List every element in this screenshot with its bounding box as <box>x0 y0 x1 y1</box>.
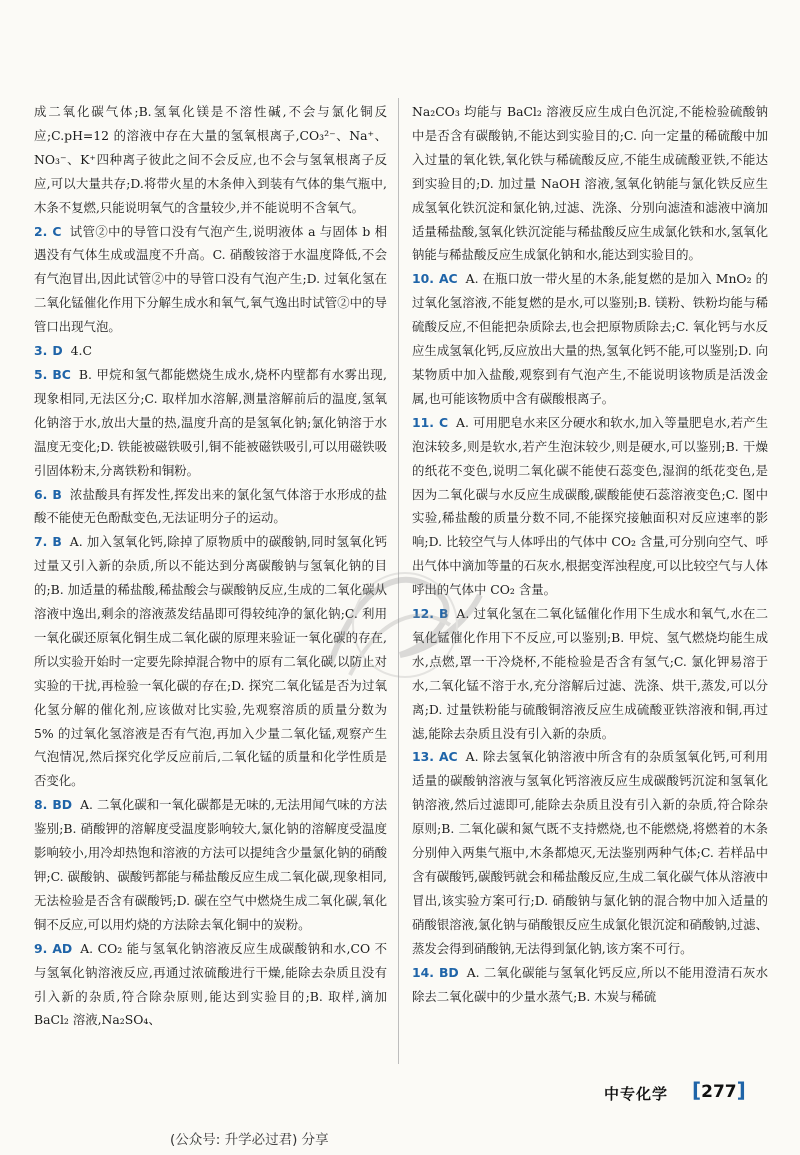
answer-entry <box>412 602 768 745</box>
question-number: 3. <box>34 343 48 359</box>
explanation-text: A. 加入氢氧化钙,除掉了原物质中的碳酸钠,同时氢氧化钙过量又引入新的杂质,所以不能达到分离碳酸钠与氢氧化钠的目的;B. 加适量的稀盐酸,稀盐酸会与碳酸钠反应,生成的二氧化碳从溶液中逸出,剩余的溶液蒸发结晶即可得较纯净的氯化钠;C. 利用一氧化碳还原氧化铜生成二氧化碳的原理来验证一氧化碳的存在,所以实验开始时一定要先除掉混合物中的原有二氧化碳,以防止对实验的干扰,再检验一氧化碳的存在;D. 探究二氧化锰是否为过氧化氢分解的催化剂,应该做对比实验,先观察溶质的质量分数为 5% 的过氧化氢溶液是否有气泡,再加入少量二氧化锰,观察产生气泡情况,然后探究化学反应前后,二氧化锰的质量和化学性质是否变化。 <box>34 534 387 789</box>
answer-choice: C <box>438 414 449 430</box>
question-number: 2. <box>34 223 48 239</box>
answer-choice: BD <box>438 964 459 980</box>
question-number: 11. <box>412 414 434 430</box>
question-number: 13. <box>412 749 434 765</box>
question-number: 12. <box>412 606 434 622</box>
column-divider <box>398 98 399 1064</box>
page-number: 277 <box>701 1082 737 1102</box>
explanation-text: A. 可用肥皂水来区分硬水和软水,加入等量肥皂水,若产生泡沫较多,则是软水,若产生泡沫较少,则是硬水,可以鉴别;B. 干燥的纸花不变色,说明二氧化碳不能使石蕊变色,湿润的纸花变色,是因为二氧化碳与水反应生成碳酸,碳酸能使石蕊溶液变色;C. 图中实验,稀盐酸的质量分数不同,不能探究接触面积对反应速率的影响;D. 比较空气与人体呼出的气体中 CO₂ 含量,可分别向空气、呼出气体中滴加等量的石灰水,根据变浑浊程度,可以比较空气与人体呼出的气体中 CO₂ 含量。 <box>412 414 768 598</box>
page-bracket-close: ] <box>736 1078 746 1102</box>
answer-entry <box>34 793 387 936</box>
explanation-text: A. CO₂ 能与氢氧化钠溶液反应生成碳酸钠和水,CO 不与氢氧化钠溶液反应,再通过浓硫酸进行干燥,能除去杂质且没有引入新的杂质,符合除杂原则,能达到实验目的;B. 取样,滴加 BaCl₂ 溶液,Na₂SO₄、 <box>34 940 387 1028</box>
explanation-text: A. 在瓶口放一带火星的木条,能复燃的是加入 MnO₂ 的过氧化氢溶液,不能复燃的是水,可以鉴别;B. 镁粉、铁粉均能与稀硫酸反应,不但能把杂质除去,也会把原物质除去;C. 氧化钙与水反应生成氢氧化钙,反应放出大量的热,氢氧化钙不能,可以鉴别;D. 向某物质中加入盐酸,观察到有气泡产生,不能说明该物质是活泼金属,也可能该物质中含有碳酸根离子。 <box>412 271 768 406</box>
continuation-text: 成二氧化碳气体;B.氢氧化镁是不溶性碱,不会与氯化铜反应;C.pH=12 的溶液中存在大量的氢氧根离子,CO₃²⁻、Na⁺、NO₃⁻、K⁺四种离子彼此之间不会反应,也不会与氢氧根离子反应,可以大量共存;D.将带火星的木条伸入到装有气体的集气瓶中,木条不复燃,只能说明氧气的含量较少,并不能说明不含氧气。 <box>34 104 387 215</box>
question-number: 8. <box>34 797 48 813</box>
explanation-text: A. 二氧化碳能与氢氧化钙反应,所以不能用澄清石灰水除去二氧化碳中的少量水蒸气;B. 木炭与稀硫 <box>412 964 768 1004</box>
explanation-text: 试管②中的导管口没有气泡产生,说明液体 a 与固体 b 相遇没有气体生成或温度不升高。C. 硝酸铵溶于水温度降低,不会有气泡冒出,因此试管②中的导管口没有气泡产生;D. 过氧化氢在二氧化锰催化作用下分解生成水和氧气,氧气逸出时试管②中的导管口出现气泡。 <box>34 223 387 335</box>
answer-entry <box>34 483 387 531</box>
question-number: 6. <box>34 486 48 502</box>
answer-entry <box>34 937 387 1033</box>
explanation-text: A. 除去氢氧化钠溶液中所含有的杂质氢氧化钙,可利用适量的碳酸钠溶液与氢氧化钙溶液反应生成碳酸钙沉淀和氢氧化钠溶液,然后过滤即可,能除去杂质且没有引入新的杂质,符合除杂原则;B. 二氧化碳和氮气既不支持燃烧,也不能燃烧,将燃着的木条分别伸入两集气瓶中,木条都熄灭,无法鉴别两种气体;C. 若样品中含有碳酸钙,碳酸钙就会和稀盐酸反应,生成二氧化碳气体从溶液中冒出,该实验方案可行;D. 硝酸钠与氯化钠的混合物中加入适量的硝酸银溶液,氯化钠与硝酸银反应生成氯化银沉淀和硝酸钠,过滤、蒸发会得到硝酸钠,无法得到氯化钠,该方案不可行。 <box>412 749 768 956</box>
answer-choice: B <box>52 534 62 550</box>
page-number-box <box>692 1078 746 1102</box>
answer-choice: B <box>52 486 62 502</box>
answer-choice: BC <box>52 366 71 382</box>
right-continuation <box>412 100 768 267</box>
right-entries <box>412 267 768 1008</box>
answer-choice: AD <box>52 940 73 956</box>
answer-choice: BD <box>52 797 73 813</box>
page-bracket-open: [ <box>692 1078 702 1102</box>
left-continuation <box>34 100 387 220</box>
explanation-text: A. 二氧化碳和一氧化碳都是无味的,无法用闻气味的方法鉴别;B. 硝酸钾的溶解度受温度影响较大,氯化钠的溶解度受温度影响较小,用冷却热饱和溶液的方法可以提纯含少量氯化钠的硝酸钾;C. 碳酸钠、碳酸钙都能与稀盐酸反应生成二氧化碳,现象相同,无法检验是否含有碳酸钙;D. 碳在空气中燃烧生成二氧化碳,氧化铜不反应,可以用灼烧的方法除去氧化铜中的炭粉。 <box>34 797 387 932</box>
explanation-text: 4.C <box>70 343 92 359</box>
question-number: 5. <box>34 366 48 382</box>
answer-choice: B <box>438 606 449 622</box>
continuation-text: Na₂CO₃ 均能与 BaCl₂ 溶液反应生成白色沉淀,不能检验硫酸钠中是否含有碳酸钠,不能达到实验目的;C. 向一定量的稀硫酸中加入过量的氧化铁,氧化铁与稀硫酸反应,不能生成硫酸亚铁,不能达到实验目的;D. 加过量 NaOH 溶液,氢氧化钠能与氯化铁反应生成氢氧化铁沉淀和氯化钠,过滤、洗涤、分别向滤渣和滤液中滴加适量稀盐酸,氢氧化铁沉淀能与稀盐酸反应生成氯化铁和水,氢氧化钠能与稀盐酸反应生成氯化钠和水,能达到实验目的。 <box>412 104 768 263</box>
explanation-text: 浓盐酸具有挥发性,挥发出来的氯化氢气体溶于水形成的盐酸不能使无色酚酞变色,无法证明分子的运动。 <box>34 486 387 526</box>
footer-credit: (公众号: 升学必过君) 分享 <box>170 1132 329 1148</box>
answer-entry <box>34 530 387 793</box>
answer-choice: AC <box>438 749 458 765</box>
answer-entry <box>412 745 768 960</box>
answer-entry <box>34 363 387 483</box>
question-number: 7. <box>34 534 48 550</box>
answer-entry <box>412 961 768 1009</box>
question-number: 10. <box>412 271 434 287</box>
left-column <box>34 100 387 1032</box>
answer-choice: C <box>52 223 62 239</box>
answer-choice: AC <box>438 271 458 287</box>
question-number: 14. <box>412 964 434 980</box>
explanation-text: B. 甲烷和氢气都能燃烧生成水,烧杯内壁都有水雾出现,现象相同,无法区分;C. 取样加水溶解,测量溶解前后的温度,氢氧化钠溶于水,放出大量的热,温度升高的是氢氧化钠;氯化钠溶于水温度无变化;D. 铁能被磁铁吸引,铜不能被磁铁吸引,可以用磁铁吸引固体粉末,分离铁粉和铜粉。 <box>34 366 387 478</box>
right-column <box>412 100 768 1008</box>
question-number: 9. <box>34 940 48 956</box>
answer-entry <box>34 220 387 340</box>
answer-entry <box>34 339 387 363</box>
answer-entry <box>412 411 768 602</box>
answer-choice: D <box>52 343 63 359</box>
left-entries <box>34 220 387 1033</box>
explanation-text: A. 过氧化氢在二氧化锰催化作用下生成水和氧气,水在二氧化锰催化作用下不反应,可以鉴别;B. 甲烷、氢气燃烧均能生成水,点燃,罩一干冷烧杯,不能检验是否含有氢气;C. 氯化钾易溶于水,二氧化锰不溶于水,充分溶解后过滤、洗涤、烘干,蒸发,可以分离;D. 过量铁粉能与硫酸铜溶液反应生成硫酸亚铁溶液和铜,再过滤,能除去杂质且没有引入新的杂质。 <box>412 606 768 741</box>
footer-subject: 中专化学 <box>604 1085 669 1103</box>
answer-entry <box>412 267 768 410</box>
